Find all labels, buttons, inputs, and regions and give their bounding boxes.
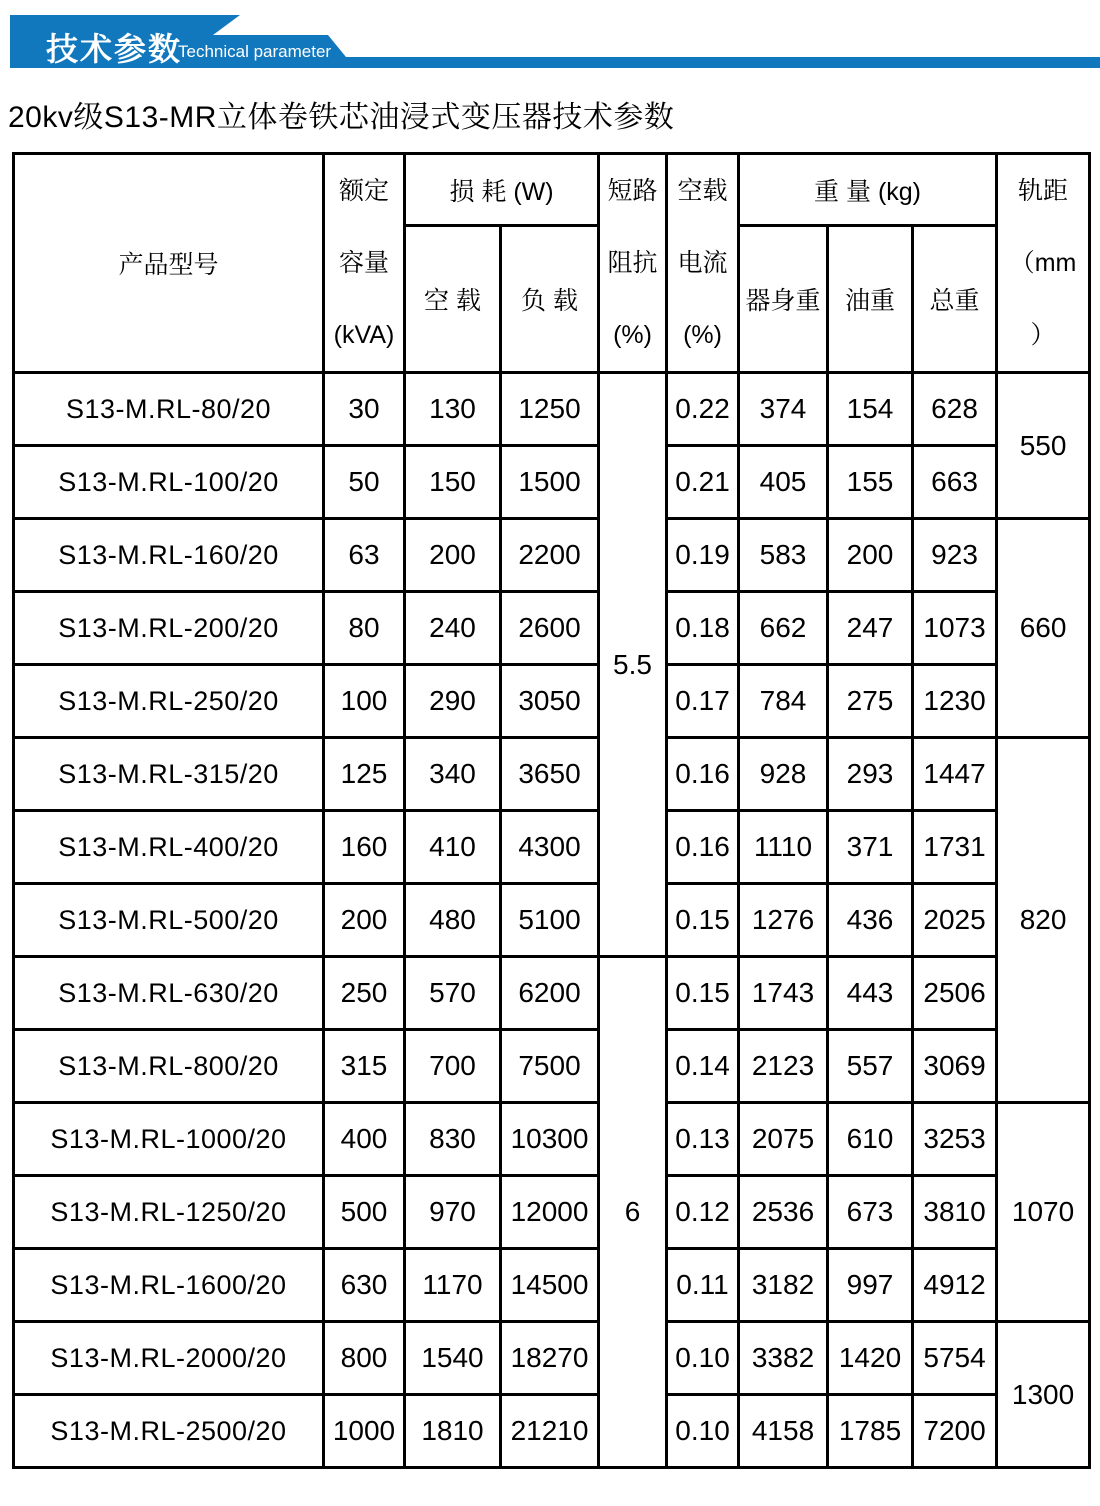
header-loss-group: 损 耗 (W) — [405, 154, 599, 226]
header-gauge — [997, 154, 1090, 373]
header-weight-total: 总重 — [913, 226, 997, 373]
capacity-cell: 100 — [324, 665, 405, 738]
model-cell: S13-M.RL-1250/20 — [14, 1176, 324, 1249]
noload-loss-cell: 570 — [405, 957, 501, 1030]
header-current-line2: 电流 — [677, 249, 728, 277]
impedance-cell: 5.5 — [599, 373, 667, 957]
noload-loss-cell: 1540 — [405, 1322, 501, 1395]
header-model: 产品型号 — [14, 154, 324, 373]
header-capacity — [324, 154, 405, 373]
load-loss-cell: 18270 — [501, 1322, 599, 1395]
body-weight-cell: 2536 — [739, 1176, 828, 1249]
noload-loss-cell: 970 — [405, 1176, 501, 1249]
header-row-1 — [14, 154, 1090, 226]
oil-weight-cell: 557 — [828, 1030, 913, 1103]
banner-title-en: Technical parameter — [178, 42, 332, 61]
load-loss-cell: 6200 — [501, 957, 599, 1030]
table-row — [14, 811, 1090, 884]
noload-loss-cell: 830 — [405, 1103, 501, 1176]
capacity-cell: 250 — [324, 957, 405, 1030]
gauge-cell: 1070 — [997, 1103, 1090, 1322]
noload-loss-cell: 1810 — [405, 1395, 501, 1468]
capacity-cell: 125 — [324, 738, 405, 811]
table-row — [14, 592, 1090, 665]
gauge-cell: 660 — [997, 519, 1090, 738]
oil-weight-cell: 997 — [828, 1249, 913, 1322]
table-row — [14, 738, 1090, 811]
total-weight-cell: 628 — [913, 373, 997, 446]
load-loss-cell: 1500 — [501, 446, 599, 519]
oil-weight-cell: 436 — [828, 884, 913, 957]
noload-loss-cell: 410 — [405, 811, 501, 884]
header-impedance — [599, 154, 667, 373]
table-row — [14, 1322, 1090, 1395]
noload-loss-cell: 340 — [405, 738, 501, 811]
total-weight-cell: 1731 — [913, 811, 997, 884]
model-cell: S13-M.RL-100/20 — [14, 446, 324, 519]
capacity-cell: 630 — [324, 1249, 405, 1322]
body-weight-cell: 662 — [739, 592, 828, 665]
current-cell: 0.13 — [667, 1103, 739, 1176]
noload-loss-cell: 480 — [405, 884, 501, 957]
load-loss-cell: 5100 — [501, 884, 599, 957]
total-weight-cell: 1073 — [913, 592, 997, 665]
header-impedance-line1: 短路 — [607, 177, 658, 205]
header-weight-oil: 油重 — [828, 226, 913, 373]
body-weight-cell: 1743 — [739, 957, 828, 1030]
body-weight-cell: 4158 — [739, 1395, 828, 1468]
header-current-line1: 空载 — [677, 177, 728, 205]
model-cell: S13-M.RL-400/20 — [14, 811, 324, 884]
total-weight-cell: 2506 — [913, 957, 997, 1030]
total-weight-cell: 3810 — [913, 1176, 997, 1249]
header-gauge-line2: （mm — [1009, 249, 1077, 277]
load-loss-cell: 2600 — [501, 592, 599, 665]
model-cell: S13-M.RL-2000/20 — [14, 1322, 324, 1395]
noload-loss-cell: 1170 — [405, 1249, 501, 1322]
model-cell: S13-M.RL-800/20 — [14, 1030, 324, 1103]
gauge-cell: 820 — [997, 738, 1090, 1103]
noload-loss-cell: 200 — [405, 519, 501, 592]
current-cell: 0.16 — [667, 738, 739, 811]
banner — [0, 0, 1100, 72]
model-cell: S13-M.RL-1600/20 — [14, 1249, 324, 1322]
impedance-cell: 6 — [599, 957, 667, 1468]
current-cell: 0.17 — [667, 665, 739, 738]
body-weight-cell: 784 — [739, 665, 828, 738]
model-cell: S13-M.RL-80/20 — [14, 373, 324, 446]
oil-weight-cell: 371 — [828, 811, 913, 884]
noload-loss-cell: 130 — [405, 373, 501, 446]
current-cell: 0.14 — [667, 1030, 739, 1103]
capacity-cell: 1000 — [324, 1395, 405, 1468]
model-cell: S13-M.RL-500/20 — [14, 884, 324, 957]
total-weight-cell: 5754 — [913, 1322, 997, 1395]
header-loss-load: 负 载 — [501, 226, 599, 373]
total-weight-cell: 3069 — [913, 1030, 997, 1103]
header-capacity-line1: 额定 — [338, 177, 389, 205]
gauge-cell: 1300 — [997, 1322, 1090, 1468]
model-cell: S13-M.RL-1000/20 — [14, 1103, 324, 1176]
noload-loss-cell: 290 — [405, 665, 501, 738]
body-weight-cell: 3382 — [739, 1322, 828, 1395]
page-title: 20kv级S13-MR立体卷铁芯油浸式变压器技术参数 — [8, 101, 675, 134]
table-row — [14, 1176, 1090, 1249]
oil-weight-cell: 293 — [828, 738, 913, 811]
total-weight-cell: 923 — [913, 519, 997, 592]
current-cell: 0.19 — [667, 519, 739, 592]
oil-weight-cell: 155 — [828, 446, 913, 519]
load-loss-cell: 1250 — [501, 373, 599, 446]
capacity-cell: 800 — [324, 1322, 405, 1395]
header-capacity-line2: 容量 — [338, 249, 389, 277]
capacity-cell: 30 — [324, 373, 405, 446]
header-current-line3: (%) — [683, 321, 722, 349]
current-cell: 0.11 — [667, 1249, 739, 1322]
header-loss-noload: 空 载 — [405, 226, 501, 373]
oil-weight-cell: 443 — [828, 957, 913, 1030]
current-cell: 0.16 — [667, 811, 739, 884]
oil-weight-cell: 275 — [828, 665, 913, 738]
body-weight-cell: 405 — [739, 446, 828, 519]
body-weight-cell: 2075 — [739, 1103, 828, 1176]
current-cell: 0.15 — [667, 884, 739, 957]
oil-weight-cell: 200 — [828, 519, 913, 592]
table-row — [14, 665, 1090, 738]
oil-weight-cell: 610 — [828, 1103, 913, 1176]
model-cell: S13-M.RL-2500/20 — [14, 1395, 324, 1468]
current-cell: 0.22 — [667, 373, 739, 446]
current-cell: 0.10 — [667, 1322, 739, 1395]
table-row — [14, 373, 1090, 446]
noload-loss-cell: 150 — [405, 446, 501, 519]
body-weight-cell: 583 — [739, 519, 828, 592]
load-loss-cell: 4300 — [501, 811, 599, 884]
total-weight-cell: 7200 — [913, 1395, 997, 1468]
capacity-cell: 500 — [324, 1176, 405, 1249]
model-cell: S13-M.RL-200/20 — [14, 592, 324, 665]
table-row — [14, 519, 1090, 592]
table-row — [14, 957, 1090, 1030]
capacity-cell: 315 — [324, 1030, 405, 1103]
header-impedance-line3: (%) — [613, 321, 652, 349]
total-weight-cell: 3253 — [913, 1103, 997, 1176]
current-cell: 0.15 — [667, 957, 739, 1030]
table-row — [14, 1395, 1090, 1468]
capacity-cell: 63 — [324, 519, 405, 592]
spec-table — [12, 152, 1091, 1469]
model-cell: S13-M.RL-160/20 — [14, 519, 324, 592]
load-loss-cell: 14500 — [501, 1249, 599, 1322]
current-cell: 0.12 — [667, 1176, 739, 1249]
noload-loss-cell: 700 — [405, 1030, 501, 1103]
load-loss-cell: 21210 — [501, 1395, 599, 1468]
capacity-cell: 50 — [324, 446, 405, 519]
current-cell: 0.21 — [667, 446, 739, 519]
total-weight-cell: 1230 — [913, 665, 997, 738]
gauge-cell: 550 — [997, 373, 1090, 519]
current-cell: 0.18 — [667, 592, 739, 665]
header-gauge-line1: 轨距 — [1018, 177, 1069, 205]
load-loss-cell: 12000 — [501, 1176, 599, 1249]
oil-weight-cell: 1420 — [828, 1322, 913, 1395]
table-row — [14, 446, 1090, 519]
load-loss-cell: 10300 — [501, 1103, 599, 1176]
header-gauge-line3: ） — [1030, 321, 1056, 349]
table-row — [14, 884, 1090, 957]
oil-weight-cell: 1785 — [828, 1395, 913, 1468]
header-weight-group: 重 量 (kg) — [739, 154, 997, 226]
total-weight-cell: 663 — [913, 446, 997, 519]
table-row — [14, 1249, 1090, 1322]
body-weight-cell: 1276 — [739, 884, 828, 957]
capacity-cell: 80 — [324, 592, 405, 665]
header-impedance-line2: 阻抗 — [607, 249, 658, 277]
header-capacity-line3: (kVA) — [333, 321, 395, 349]
table-row — [14, 1103, 1090, 1176]
body-weight-cell: 374 — [739, 373, 828, 446]
body-weight-cell: 2123 — [739, 1030, 828, 1103]
oil-weight-cell: 673 — [828, 1176, 913, 1249]
body-weight-cell: 928 — [739, 738, 828, 811]
total-weight-cell: 1447 — [913, 738, 997, 811]
load-loss-cell: 2200 — [501, 519, 599, 592]
current-cell: 0.10 — [667, 1395, 739, 1468]
header-noload-current — [667, 154, 739, 373]
oil-weight-cell: 154 — [828, 373, 913, 446]
model-cell: S13-M.RL-315/20 — [14, 738, 324, 811]
total-weight-cell: 2025 — [913, 884, 997, 957]
capacity-cell: 400 — [324, 1103, 405, 1176]
total-weight-cell: 4912 — [913, 1249, 997, 1322]
noload-loss-cell: 240 — [405, 592, 501, 665]
load-loss-cell: 3650 — [501, 738, 599, 811]
body-weight-cell: 1110 — [739, 811, 828, 884]
capacity-cell: 160 — [324, 811, 405, 884]
table-row — [14, 1030, 1090, 1103]
oil-weight-cell: 247 — [828, 592, 913, 665]
load-loss-cell: 3050 — [501, 665, 599, 738]
banner-title-cn: 技术参数 — [46, 31, 183, 67]
load-loss-cell: 7500 — [501, 1030, 599, 1103]
model-cell: S13-M.RL-250/20 — [14, 665, 324, 738]
body-weight-cell: 3182 — [739, 1249, 828, 1322]
header-weight-body: 器身重 — [739, 226, 828, 373]
capacity-cell: 200 — [324, 884, 405, 957]
model-cell: S13-M.RL-630/20 — [14, 957, 324, 1030]
